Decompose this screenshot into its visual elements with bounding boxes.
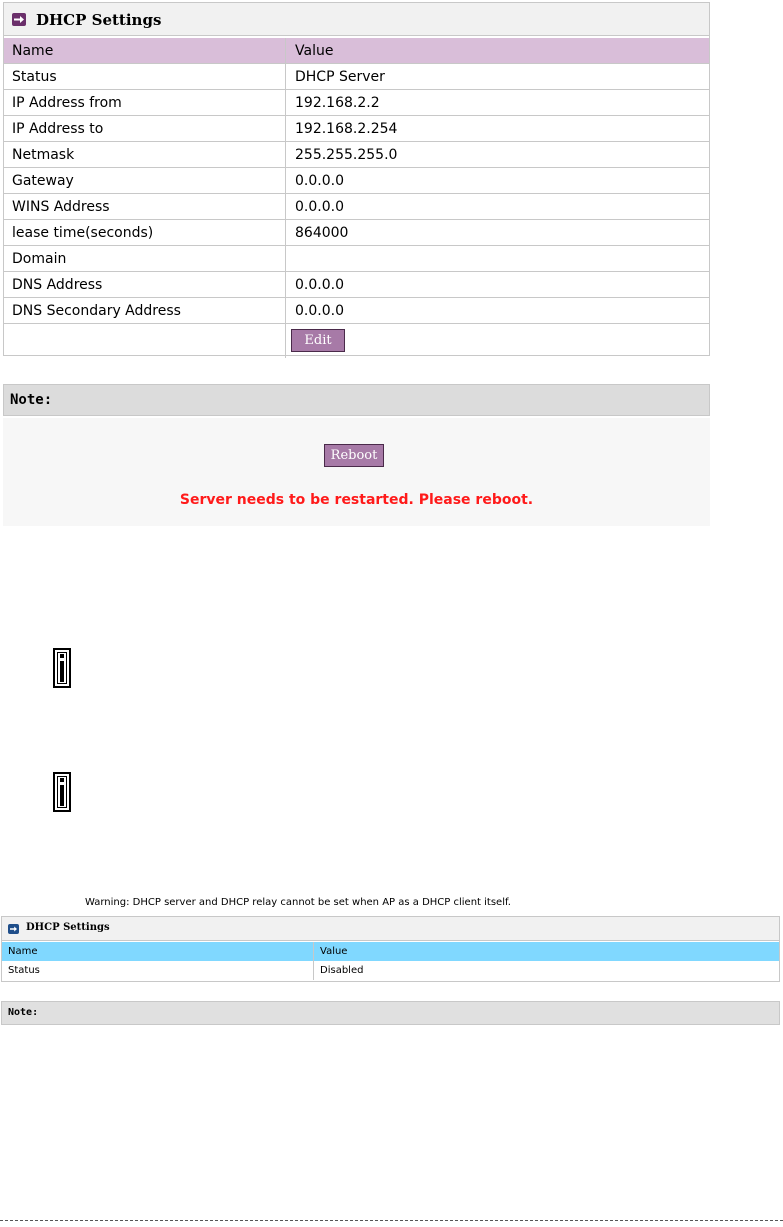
dhcp-settings-panel-small	[1, 916, 780, 982]
panel-title: DHCP Settings	[36, 11, 162, 29]
table-header-row	[4, 38, 709, 64]
table-row	[4, 272, 709, 298]
row-name: DNS Secondary Address	[4, 298, 286, 323]
row-value: 192.168.2.254	[295, 121, 398, 137]
note-bar	[3, 384, 710, 416]
row-value: 255.255.255.0	[295, 147, 398, 163]
row-name: Status	[4, 64, 286, 89]
note-label: Note:	[8, 1007, 39, 1018]
row-name	[4, 324, 286, 358]
table-row	[4, 116, 709, 142]
row-name: DNS Address	[4, 272, 286, 297]
table-row	[4, 194, 709, 220]
row-value	[286, 246, 709, 271]
header-value: Value	[295, 43, 334, 59]
table-row	[4, 168, 709, 194]
table-row	[4, 324, 709, 358]
note-label: Note:	[10, 392, 53, 408]
row-name: IP Address from	[4, 90, 286, 115]
row-value: 0.0.0.0	[295, 277, 344, 293]
page-divider	[0, 1220, 783, 1221]
edit-button[interactable]: Edit	[291, 329, 345, 352]
row-value: Disabled	[320, 965, 364, 976]
row-name: WINS Address	[4, 194, 286, 219]
row-value: 0.0.0.0	[295, 173, 344, 189]
dhcp-settings-panel	[3, 2, 710, 356]
reboot-button[interactable]: Reboot	[324, 444, 384, 467]
note-bar	[1, 1001, 780, 1025]
row-value: 864000	[295, 225, 349, 241]
table-row	[4, 220, 709, 246]
warning-text: Warning: DHCP server and DHCP relay cannot be set when AP as a DHCP client itself.	[85, 897, 511, 908]
row-value: 0.0.0.0	[295, 303, 344, 319]
table-header-row	[2, 942, 779, 961]
settings-table	[4, 38, 709, 358]
row-name: Netmask	[4, 142, 286, 167]
row-value: DHCP Server	[295, 69, 385, 85]
table-row	[4, 64, 709, 90]
info-icon	[53, 772, 71, 812]
table-row	[2, 961, 779, 980]
panel-title-bar	[4, 3, 709, 36]
header-value: Value	[320, 946, 348, 957]
row-name: IP Address to	[4, 116, 286, 141]
info-icon	[53, 648, 71, 688]
table-row	[4, 298, 709, 324]
table-row	[4, 142, 709, 168]
reboot-message: Server needs to be restarted. Please reboot.	[179, 492, 534, 508]
row-name: lease time(seconds)	[4, 220, 286, 245]
row-name: Domain	[4, 246, 286, 271]
panel-title-bar	[2, 917, 779, 941]
row-value: 0.0.0.0	[295, 199, 344, 215]
table-row	[4, 246, 709, 272]
reboot-section	[3, 418, 710, 526]
panel-title: DHCP Settings	[26, 922, 110, 933]
arrow-right-icon	[12, 13, 26, 26]
header-name: Name	[4, 38, 286, 63]
row-name: Status	[2, 961, 314, 980]
table-row	[4, 90, 709, 116]
arrow-right-icon	[8, 924, 19, 934]
row-value: 192.168.2.2	[295, 95, 380, 111]
header-name: Name	[2, 942, 314, 961]
row-name: Gateway	[4, 168, 286, 193]
